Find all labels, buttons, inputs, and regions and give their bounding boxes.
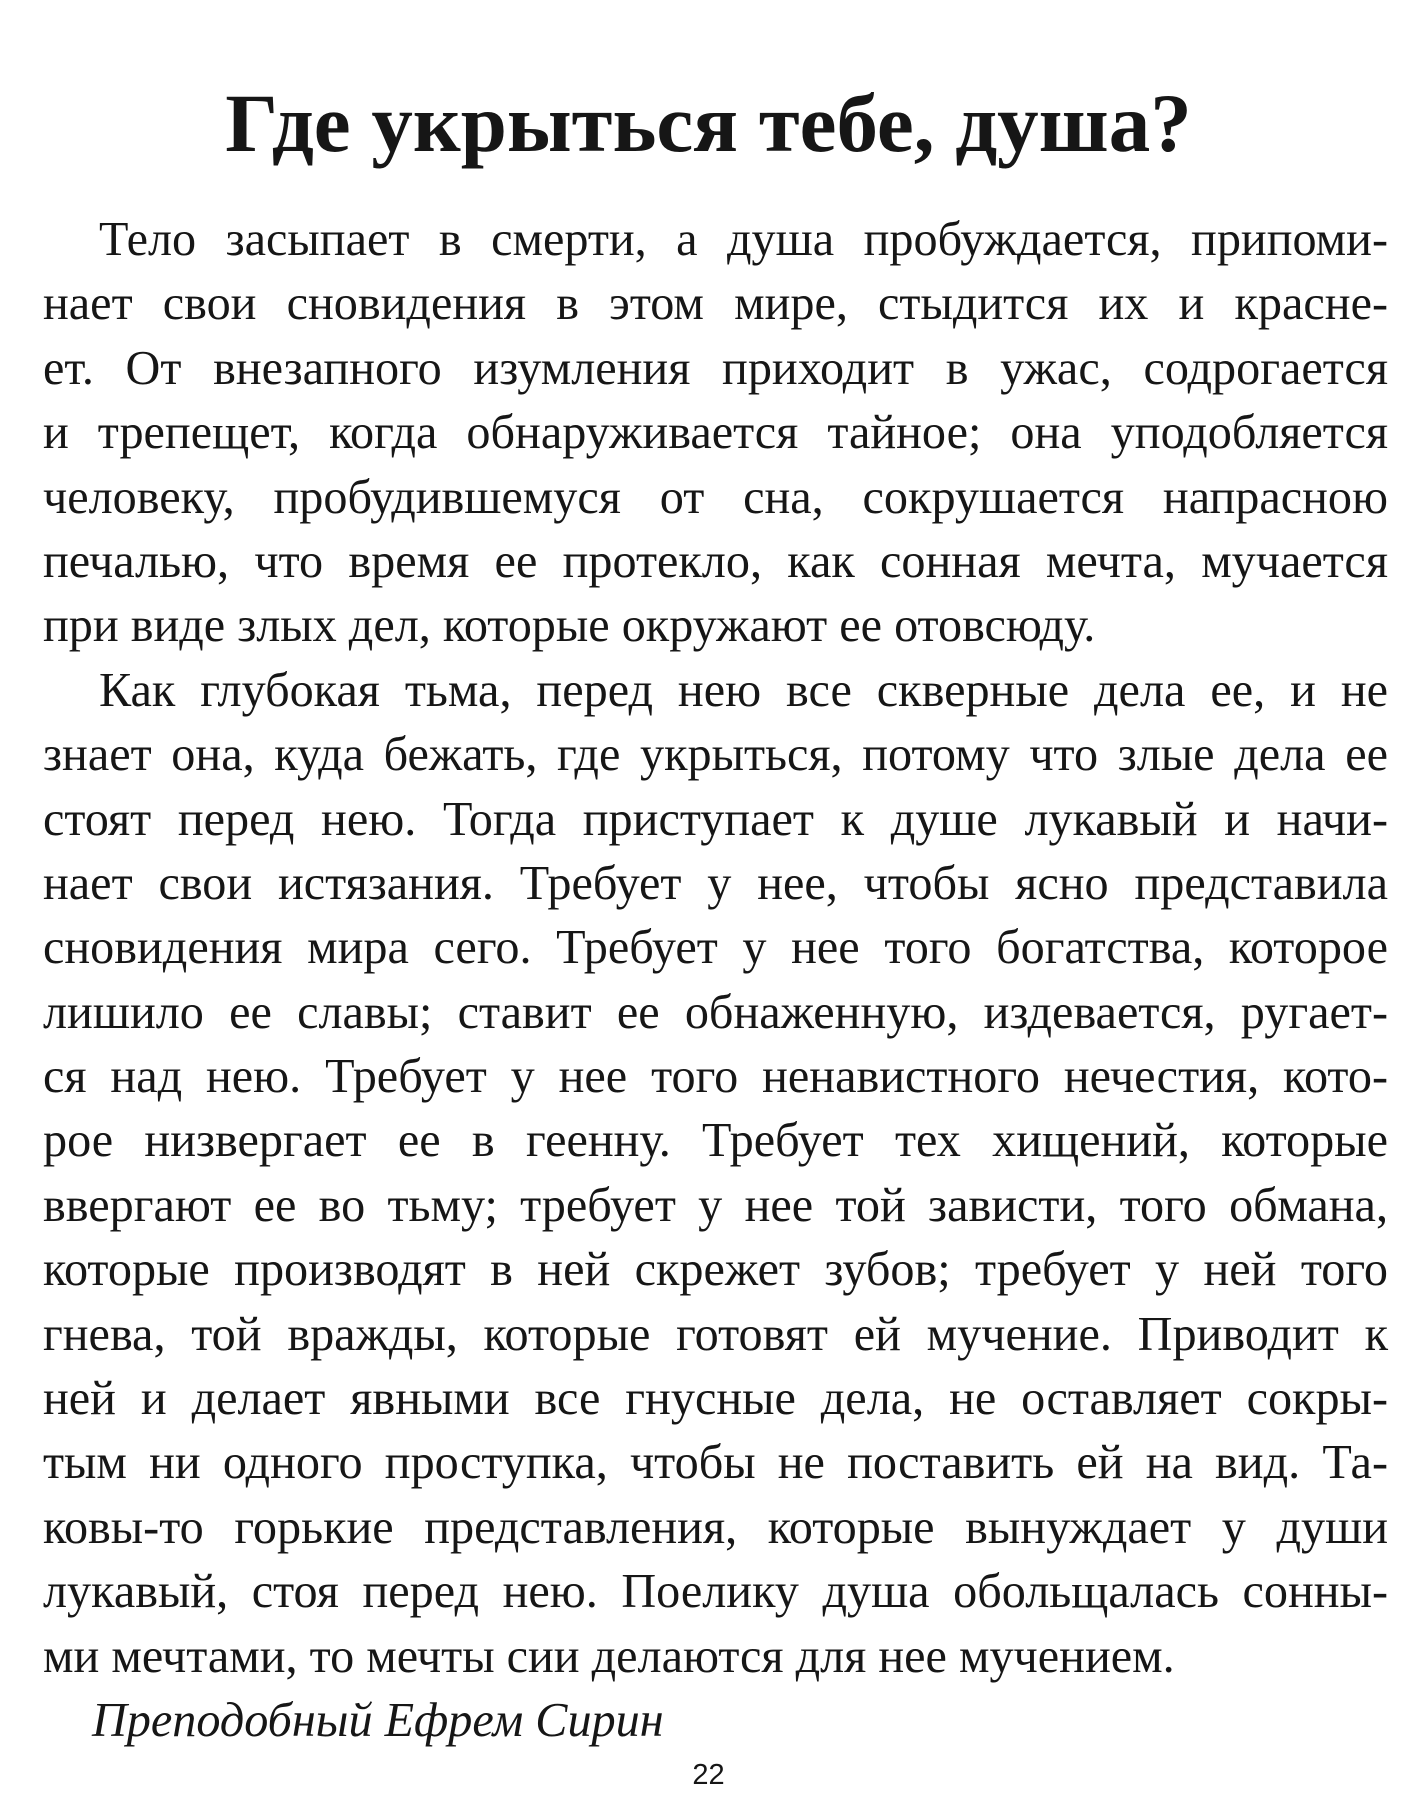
text-line: сновидения мира сего. Требует у нее того богатства, которое (43, 921, 1388, 975)
author-signature: Преподобный Ефрем Сирин (92, 1694, 664, 1747)
text-line: стоят перед нею. Тогда приступает к душе лукавый и начи- (43, 792, 1388, 846)
text-line: и трепещет, когда обнаруживается тайное; она уподобляется (43, 406, 1388, 460)
text-line: которые производят в ней скрежет зубов; требует у ней того (43, 1243, 1388, 1297)
text-line: ввергают ее во тьму; требует у нее той зависти, того обмана, (43, 1178, 1388, 1232)
text-line: лукавый, стоя перед нею. Поелику душа обольщалась сонны- (43, 1565, 1388, 1619)
text-line: ковы-то горькие представления, которые вынуждает у души (43, 1500, 1388, 1554)
text-line: ней и делает явными все гнусные дела, не оставляет сокры- (43, 1372, 1388, 1426)
text-line: Тело засыпает в смерти, а душа пробуждается, припоми- (99, 213, 1388, 266)
text-line: нает свои сновидения в этом мире, стыдится их и красне- (43, 277, 1388, 331)
text-line: тым ни одного проступка, чтобы не поставить ей на вид. Та- (43, 1436, 1388, 1490)
text-line: ся над нею. Требует у нее того ненавистного нечестия, кото- (43, 1050, 1388, 1104)
text-line: нает свои истязания. Требует у нее, чтобы ясно представила (43, 856, 1388, 910)
page-number: 22 (692, 1759, 725, 1791)
page-title: Где укрыться тебе, душа? (225, 77, 1192, 169)
paragraph-1 (43, 208, 1388, 659)
text-line: лишило ее славы; ставит ее обнаженную, издевается, ругает- (43, 985, 1388, 1039)
text-line: при виде злых дел, которые окружают ее отовсюду. (43, 599, 1096, 653)
paragraph-2 (43, 659, 1388, 1689)
text-line: рое низвергает ее в геенну. Требует тех хищений, которые (43, 1114, 1388, 1168)
text-line: Как глубокая тьма, перед нею все скверные дела ее, и не (99, 663, 1388, 717)
article-body (43, 208, 1388, 1689)
text-line: знает она, куда бежать, где укрыться, потому что злые дела ее (43, 728, 1388, 782)
text-line: человеку, пробудившемуся от сна, сокрушается напрасною (43, 470, 1388, 524)
text-line: печалью, что время ее протекло, как сонная мечта, мучается (43, 534, 1388, 588)
text-line: гнева, той вражды, которые готовят ей мучение. Приводит к (43, 1307, 1388, 1361)
text-line: ми мечтами, то мечты сии делаются для нее мучением. (43, 1629, 1175, 1683)
text-line: ет. От внезапного изумления приходит в ужас, содрогается (43, 341, 1388, 395)
